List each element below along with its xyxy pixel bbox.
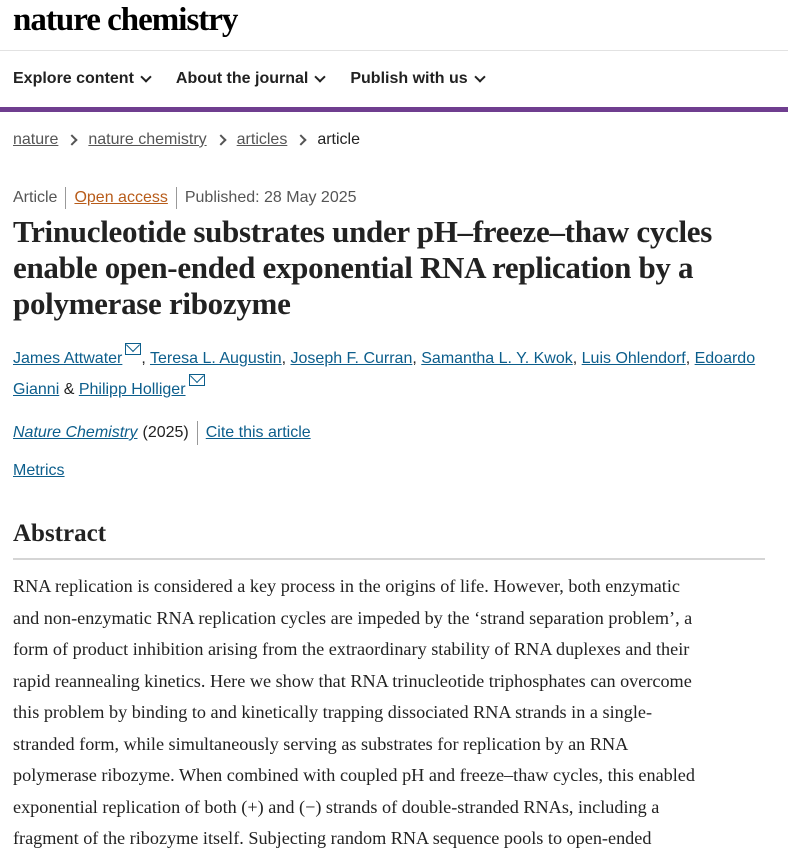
cite-this-article-link[interactable]: Cite this article <box>205 424 311 441</box>
nav-label: About the journal <box>175 70 309 87</box>
abstract-line: RNA replication is considered a key process in the origins of life. However, both enzymatic <box>13 576 680 596</box>
author-link[interactable]: Edoardo Gianni <box>13 350 756 398</box>
chevron-right-icon <box>296 134 307 145</box>
abstract-line: and non-enzymatic RNA replication cycles are impeded by the ‘strand separation problem’, a <box>13 607 693 628</box>
abstract-line: polymerase ribozyme. When combined with coupled pH and freeze–thaw cycles, this enabled <box>13 765 695 785</box>
divider <box>197 421 198 445</box>
publication-year: (2025) <box>142 424 189 441</box>
abstract-line: this problem by binding to and kinetically trapping dissociated RNA strands in a single- <box>13 702 652 722</box>
open-access-link[interactable]: Open access <box>74 189 168 206</box>
main-nav <box>0 51 788 112</box>
divider <box>65 187 66 209</box>
abstract-line: stranded form, while simultaneously serving as substrates for replication by an RNA <box>13 733 629 754</box>
author-link[interactable]: Samantha L. Y. Kwok <box>421 350 573 367</box>
breadcrumb-nature-chemistry[interactable]: nature chemistry <box>88 131 207 148</box>
breadcrumb-current: article <box>317 131 361 148</box>
chevron-right-icon <box>215 134 226 145</box>
author-list: James Attwater , Teresa L. Augustin, Joseph F. Curran, Samantha L. Y. Kwok, Luis Ohlendorf, Edoardo Gianni & Philipp Holliger <box>13 343 773 405</box>
metrics-link[interactable]: Metrics <box>13 462 65 479</box>
abstract-line: form of product inhibition arising from the extraordinary stability of RNA duplexes and their <box>13 639 690 659</box>
abstract-line: fragment of the ribozyme itself. Subjecting random RNA sequence pools to open-ended <box>13 828 652 848</box>
abstract-line: exponential replication of both (+) and (−) strands of double-stranded RNAs, including a <box>13 796 660 817</box>
article-meta <box>13 187 357 209</box>
nav-about-journal[interactable] <box>176 70 324 88</box>
article-type: Article <box>13 189 58 206</box>
chevron-right-icon <box>67 134 78 145</box>
nav-label: Publish with us <box>350 70 468 87</box>
email-icon[interactable] <box>189 374 205 386</box>
author-link[interactable]: James Attwater <box>13 350 123 367</box>
author-link[interactable]: Joseph F. Curran <box>290 350 413 367</box>
abstract-text <box>13 571 773 855</box>
journal-logo[interactable]: nature chemistry <box>13 2 238 38</box>
site-header <box>0 0 788 51</box>
chevron-down-icon <box>315 71 326 82</box>
breadcrumb-nature[interactable]: nature <box>13 131 59 148</box>
nav-publish-with-us[interactable] <box>350 70 483 88</box>
abstract-heading: Abstract <box>13 520 765 560</box>
divider <box>176 187 177 209</box>
email-icon[interactable] <box>125 343 141 355</box>
chevron-down-icon <box>474 71 485 82</box>
breadcrumb <box>13 131 360 149</box>
article-title: Trinucleotide substrates under pH–freeze–thaw cycles enable open-ended exponential RNA replication by a polymerase ribozyme <box>13 214 713 321</box>
chevron-down-icon <box>140 71 151 82</box>
citation-line <box>13 421 311 445</box>
journal-link[interactable]: Nature Chemistry <box>13 424 138 441</box>
abstract-line: rapid reannealing kinetics. Here we show that RNA trinucleotide triphosphates can overcome <box>13 670 692 691</box>
nav-explore-content[interactable] <box>13 70 150 88</box>
breadcrumb-articles[interactable]: articles <box>236 131 288 148</box>
author-link[interactable]: Philipp Holliger <box>78 381 186 398</box>
author-link[interactable]: Teresa L. Augustin <box>149 350 282 367</box>
author-link[interactable]: Luis Ohlendorf <box>581 350 686 367</box>
nav-label: Explore content <box>13 70 134 87</box>
published-date: Published: 28 May 2025 <box>184 189 357 206</box>
